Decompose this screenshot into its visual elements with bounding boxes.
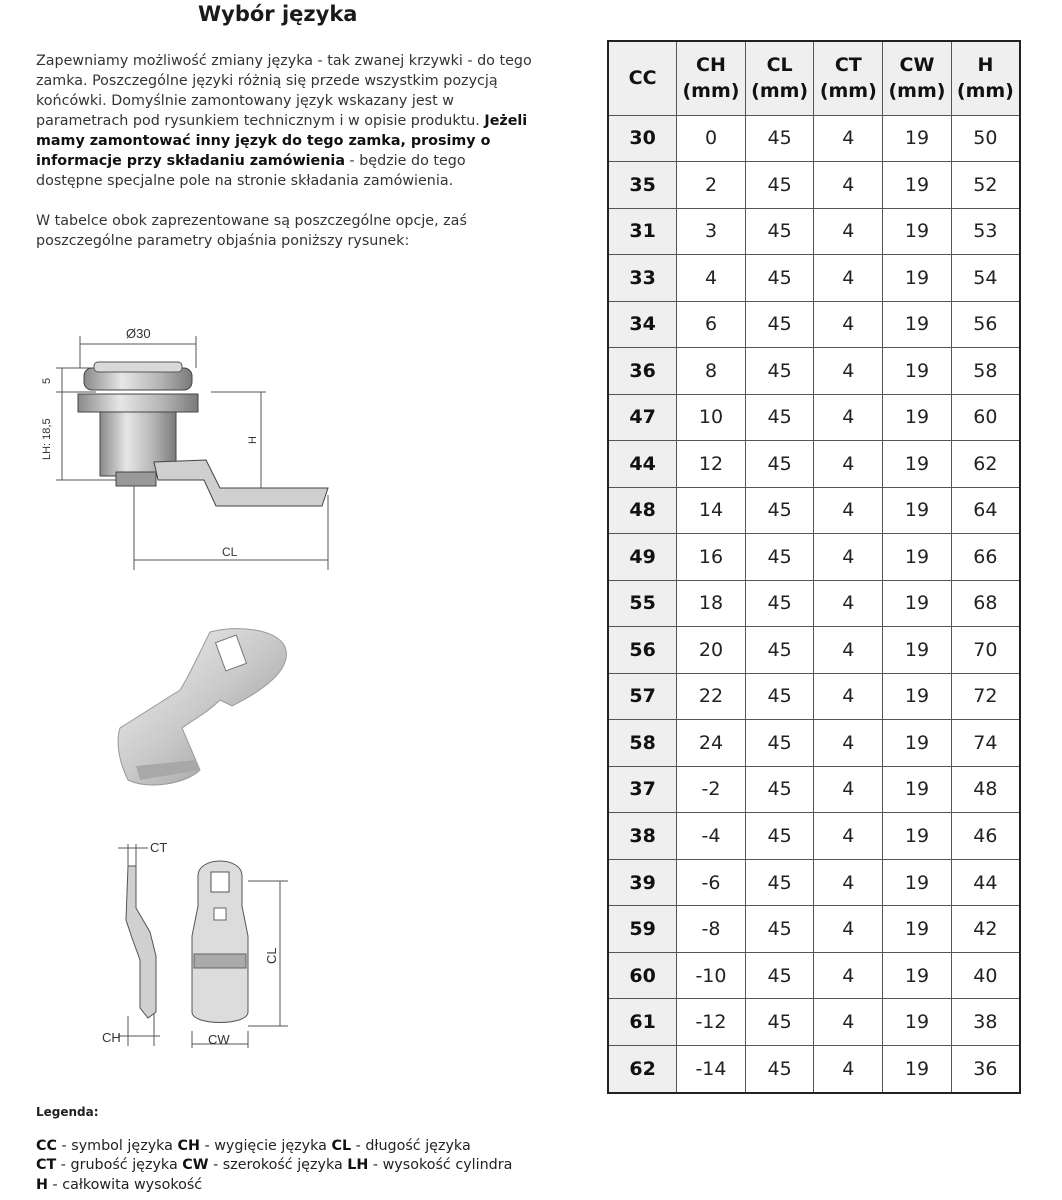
intro-paragraph-2: W tabelce obok zaprezentowane są poszczególne opcje, zaś poszczególne parametry objaśnia poniższy rysunek: (36, 213, 467, 249)
legend-key-ch: CH (177, 1137, 200, 1154)
value-cell: 45 (745, 580, 814, 627)
value-cell: 4 (814, 673, 883, 720)
header-cl-unit: (mm) (751, 80, 809, 103)
value-cell: 4 (814, 534, 883, 581)
table-row (608, 394, 1020, 441)
cc-cell: 55 (608, 580, 677, 627)
value-cell: 19 (883, 255, 952, 302)
cc-cell: 33 (608, 255, 677, 302)
value-cell: 6 (677, 301, 746, 348)
value-cell: 19 (883, 301, 952, 348)
legend-val-cw: - szerokość języka (208, 1157, 348, 1173)
cam-photo (100, 620, 300, 800)
value-cell: 19 (883, 673, 952, 720)
header-cw-unit: (mm) (888, 80, 946, 103)
legend-key-lh: LH (347, 1157, 369, 1173)
dim-cl-label: CL (222, 545, 238, 559)
intro-paragraph-1 (36, 51, 536, 191)
table-row (608, 208, 1020, 255)
value-cell: 45 (745, 720, 814, 767)
value-cell: -4 (677, 813, 746, 860)
header-ct-unit: (mm) (819, 80, 877, 103)
value-cell: 44 (951, 859, 1020, 906)
value-cell: 36 (951, 1045, 1020, 1093)
value-cell: 4 (814, 255, 883, 302)
value-cell: 3 (677, 208, 746, 255)
cc-cell: 44 (608, 441, 677, 488)
value-cell: 14 (677, 487, 746, 534)
legend-key-cl: CL (331, 1137, 352, 1154)
value-cell: 19 (883, 115, 952, 162)
header-cl-label: CL (766, 54, 793, 77)
cc-cell: 49 (608, 534, 677, 581)
dim-5-label: 5 (41, 377, 53, 384)
value-cell: 4 (814, 580, 883, 627)
value-cell: 38 (951, 999, 1020, 1046)
value-cell: 45 (745, 208, 814, 255)
value-cell: 60 (951, 394, 1020, 441)
cc-cell: 56 (608, 627, 677, 674)
dim-ct-label: CT (150, 840, 168, 855)
intro-text-a: Zapewniamy możliwość zmiany języka - tak zwanej krzywki - do tego zamka. Poszczególne języki różnią się przede wszystkim pozycją końcówki. Domyślnie zamontowany język wskazany jest w parametrach pod rysunkiem technicznym i w opisie produktu. (36, 53, 532, 129)
header-ct-label: CT (834, 54, 862, 77)
table-row (608, 952, 1020, 999)
value-cell: 19 (883, 906, 952, 953)
legend-val-h: - całkowita wysokość (47, 1176, 203, 1193)
value-cell: -12 (677, 999, 746, 1046)
value-cell: 19 (883, 952, 952, 999)
header-cw (883, 41, 952, 115)
value-cell: 45 (745, 627, 814, 674)
table-row (608, 115, 1020, 162)
value-cell: -10 (677, 952, 746, 999)
legend-heading: Legenda: (36, 1105, 99, 1119)
cc-cell: 57 (608, 673, 677, 720)
cc-cell: 47 (608, 394, 677, 441)
cc-cell: 58 (608, 720, 677, 767)
dim-h-label: H (247, 436, 259, 444)
table-row (608, 627, 1020, 674)
value-cell: 66 (951, 534, 1020, 581)
value-cell: 45 (745, 394, 814, 441)
table-row (608, 255, 1020, 302)
value-cell: 22 (677, 673, 746, 720)
value-cell: 19 (883, 487, 952, 534)
header-ch-label: CH (696, 54, 726, 77)
value-cell: 19 (883, 208, 952, 255)
cc-cell: 36 (608, 348, 677, 395)
table-row (608, 813, 1020, 860)
intro-text (36, 51, 536, 271)
value-cell: 19 (883, 720, 952, 767)
cam-dimension-drawing (98, 836, 298, 1056)
header-ch-unit: (mm) (682, 80, 740, 103)
legend-key-ct: CT (36, 1157, 57, 1173)
value-cell: 58 (951, 348, 1020, 395)
value-cell: 4 (814, 441, 883, 488)
table-row (608, 906, 1020, 953)
value-cell: 45 (745, 301, 814, 348)
value-cell: 19 (883, 999, 952, 1046)
value-cell: 4 (814, 952, 883, 999)
value-cell: 24 (677, 720, 746, 767)
value-cell: -14 (677, 1045, 746, 1093)
value-cell: 4 (814, 301, 883, 348)
header-cw-label: CW (899, 54, 935, 77)
value-cell: 45 (745, 534, 814, 581)
table-row (608, 766, 1020, 813)
value-cell: 4 (814, 1045, 883, 1093)
legend-val-cl: - długość języka (351, 1137, 471, 1154)
value-cell: 54 (951, 255, 1020, 302)
lock-technical-drawing (36, 320, 346, 580)
value-cell: 68 (951, 580, 1020, 627)
value-cell: 4 (814, 766, 883, 813)
value-cell: -6 (677, 859, 746, 906)
value-cell: 18 (677, 580, 746, 627)
cc-cell: 60 (608, 952, 677, 999)
value-cell: 8 (677, 348, 746, 395)
legend-val-ch: - wygięcie języka (199, 1137, 332, 1154)
value-cell: 46 (951, 813, 1020, 860)
table-row (608, 441, 1020, 488)
page-title: Wybór języka (198, 2, 358, 26)
cc-cell: 62 (608, 1045, 677, 1093)
value-cell: 4 (814, 394, 883, 441)
legend-val-ct: - grubość języka (56, 1157, 183, 1173)
value-cell: 20 (677, 627, 746, 674)
value-cell: 19 (883, 441, 952, 488)
dim-lh-label: LH: 18,5 (41, 418, 53, 460)
legend-key-cw: CW (182, 1157, 209, 1173)
dim-diameter-label: Ø30 (126, 326, 151, 341)
value-cell: 72 (951, 673, 1020, 720)
intro-text-b: - będzie do tego dostępne specjalne pole na stronie składania zamówienia. (36, 153, 466, 189)
value-cell: 19 (883, 162, 952, 209)
value-cell: 4 (814, 348, 883, 395)
value-cell: 45 (745, 487, 814, 534)
cc-cell: 59 (608, 906, 677, 953)
value-cell: 45 (745, 162, 814, 209)
legend-val-cc: - symbol języka (57, 1137, 178, 1154)
dim-ch-label: CH (102, 1030, 121, 1045)
value-cell: 48 (951, 766, 1020, 813)
value-cell: 50 (951, 115, 1020, 162)
cam-options-table (607, 40, 1021, 1094)
value-cell: 19 (883, 766, 952, 813)
value-cell: 4 (814, 859, 883, 906)
cc-cell: 37 (608, 766, 677, 813)
legend-key-h: H (36, 1176, 48, 1193)
table-row (608, 487, 1020, 534)
value-cell: 45 (745, 999, 814, 1046)
cc-cell: 31 (608, 208, 677, 255)
value-cell: 53 (951, 208, 1020, 255)
header-cc-label: CC (628, 67, 657, 90)
table-header-row (608, 41, 1020, 115)
value-cell: 19 (883, 1045, 952, 1093)
value-cell: 45 (745, 952, 814, 999)
value-cell: 19 (883, 627, 952, 674)
table-row (608, 162, 1020, 209)
value-cell: 52 (951, 162, 1020, 209)
table-row (608, 999, 1020, 1046)
value-cell: 4 (814, 208, 883, 255)
header-cc (608, 41, 677, 115)
legend (36, 1103, 556, 1195)
value-cell: 45 (745, 115, 814, 162)
value-cell: 45 (745, 673, 814, 720)
value-cell: 45 (745, 813, 814, 860)
legend-key-cc: CC (36, 1137, 57, 1154)
value-cell: 45 (745, 255, 814, 302)
value-cell: 10 (677, 394, 746, 441)
table-row (608, 859, 1020, 906)
table-row (608, 534, 1020, 581)
cc-cell: 34 (608, 301, 677, 348)
table-row (608, 673, 1020, 720)
cc-cell: 38 (608, 813, 677, 860)
value-cell: 19 (883, 348, 952, 395)
value-cell: -2 (677, 766, 746, 813)
table-row (608, 348, 1020, 395)
value-cell: 12 (677, 441, 746, 488)
value-cell: 4 (814, 720, 883, 767)
header-ch (677, 41, 746, 115)
value-cell: 4 (814, 487, 883, 534)
legend-val-lh: - wysokość cylindra (368, 1157, 513, 1173)
intro-text-bold: Jeżeli mamy zamontować inny język do tego zamka, prosimy o informacje przy składaniu zamówienia (36, 113, 528, 169)
cc-cell: 48 (608, 487, 677, 534)
cc-cell: 35 (608, 162, 677, 209)
value-cell: 0 (677, 115, 746, 162)
value-cell: 4 (677, 255, 746, 302)
value-cell: 4 (814, 162, 883, 209)
value-cell: 62 (951, 441, 1020, 488)
value-cell: 19 (883, 859, 952, 906)
dim-cw-label: CW (208, 1032, 230, 1047)
value-cell: 45 (745, 441, 814, 488)
value-cell: 19 (883, 813, 952, 860)
cc-cell: 30 (608, 115, 677, 162)
cc-cell: 39 (608, 859, 677, 906)
table-row (608, 720, 1020, 767)
table-row (608, 1045, 1020, 1093)
value-cell: 56 (951, 301, 1020, 348)
value-cell: 45 (745, 1045, 814, 1093)
value-cell: 45 (745, 348, 814, 395)
value-cell: 19 (883, 580, 952, 627)
value-cell: 4 (814, 813, 883, 860)
value-cell: 64 (951, 487, 1020, 534)
value-cell: 19 (883, 534, 952, 581)
value-cell: 45 (745, 906, 814, 953)
header-h (951, 41, 1020, 115)
header-ct (814, 41, 883, 115)
value-cell: 4 (814, 906, 883, 953)
value-cell: 40 (951, 952, 1020, 999)
value-cell: 4 (814, 999, 883, 1046)
value-cell: 42 (951, 906, 1020, 953)
value-cell: 2 (677, 162, 746, 209)
value-cell: 19 (883, 394, 952, 441)
cc-cell: 61 (608, 999, 677, 1046)
table-row (608, 301, 1020, 348)
value-cell: -8 (677, 906, 746, 953)
table-row (608, 580, 1020, 627)
dim-cl2-label: CL (264, 947, 279, 964)
value-cell: 45 (745, 859, 814, 906)
legend-text (36, 1137, 556, 1196)
value-cell: 4 (814, 115, 883, 162)
value-cell: 45 (745, 766, 814, 813)
value-cell: 70 (951, 627, 1020, 674)
header-h-label: H (977, 54, 994, 77)
value-cell: 74 (951, 720, 1020, 767)
value-cell: 4 (814, 627, 883, 674)
header-h-unit: (mm) (956, 80, 1014, 103)
header-cl (745, 41, 814, 115)
value-cell: 16 (677, 534, 746, 581)
